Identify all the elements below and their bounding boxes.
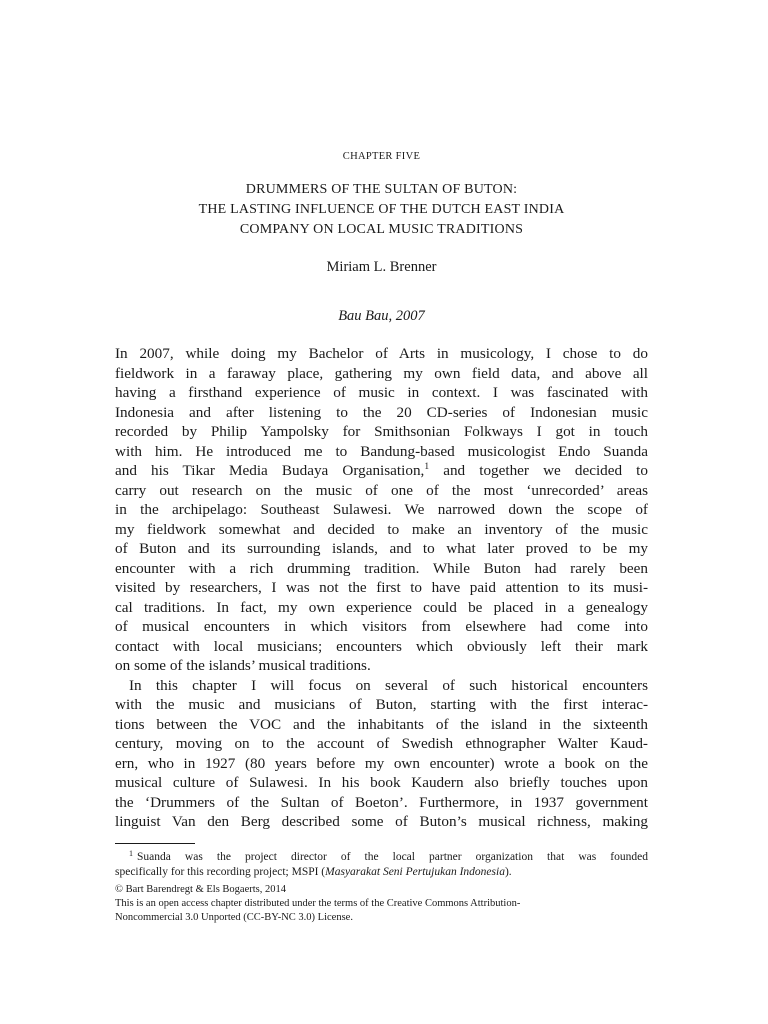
license-line: This is an open access chapter distributed under the terms of the Creative Commons Attribution- bbox=[115, 898, 521, 909]
chapter-title bbox=[115, 180, 648, 240]
body-line: the ‘Drummers of the Sultan of Boeton’. Furthermore, in 1937 government bbox=[115, 793, 648, 811]
body-line: ern, who in 1927 (80 years before my own encounter) wrote a book on the bbox=[115, 754, 648, 772]
footnote-text: ). bbox=[504, 866, 512, 878]
footnote-text: specifically for this recording project; MSPI ( bbox=[115, 866, 326, 878]
chapter-title-line: COMPANY ON LOCAL MUSIC TRADITIONS bbox=[239, 222, 524, 237]
body-line: on some of the islands’ musical traditions. bbox=[115, 657, 371, 674]
body-line: cal traditions. In fact, my own experience could be placed in a genealogy bbox=[115, 598, 648, 616]
body-line: in the archipelago: Southeast Sulawesi. We narrowed down the scope of bbox=[115, 501, 648, 518]
body-line: having a firsthand experience of music in context. I was fascinated with bbox=[115, 384, 648, 401]
footnote-marker: 1 bbox=[129, 849, 133, 858]
chapter-title-line: DRUMMERS OF THE SULTAN OF BUTON: bbox=[245, 182, 518, 197]
footnote-divider bbox=[115, 843, 195, 844]
body-line: recorded by Philip Yampolsky for Smithsonian Folkways I got in touch bbox=[115, 423, 648, 440]
body-line: of musical encounters in which visitors from elsewhere had come into bbox=[115, 618, 648, 635]
body-line: tions between the VOC and the inhabitants of the island in the sixteenth bbox=[115, 715, 648, 733]
body-line: linguist Van den Berg described some of Buton’s musical richness, making bbox=[115, 813, 648, 830]
body-line bbox=[115, 461, 648, 481]
body-line: encounter with a rich drumming tradition. While Buton had rarely been bbox=[115, 559, 648, 577]
place-date: Bau Bau, 2007 bbox=[338, 308, 425, 324]
page bbox=[115, 0, 648, 1024]
body-line: with the music and musicians of Buton, starting with the first interac- bbox=[115, 696, 648, 713]
body-line: contact with local musicians; encounters which obviously left their mark bbox=[115, 637, 648, 655]
body-line: century, moving on to the account of Swedish ethnographer Walter Kaud- bbox=[115, 735, 648, 752]
footnote bbox=[115, 850, 648, 880]
body-line: with him. He introduced me to Bandung-based musicologist Endo Suanda bbox=[115, 442, 648, 460]
copyright-line: © Bart Barendregt & Els Bogaerts, 2014 bbox=[115, 884, 286, 895]
body-line: fieldwork in a faraway place, gathering my own field data, and above all bbox=[115, 364, 648, 382]
body-line: of Buton and its surrounding islands, and to what later proved to be my bbox=[115, 540, 648, 557]
body-line: In this chapter I will focus on several of such historical encounters bbox=[129, 676, 648, 694]
body-line: In 2007, while doing my Bachelor of Arts in musicology, I chose to do bbox=[115, 345, 648, 362]
body-line: musical culture of Sulawesi. In his book Kaudern also briefly touches upon bbox=[115, 774, 648, 791]
footnote-line bbox=[115, 865, 648, 880]
license-line: Noncommercial 3.0 Unported (CC-BY-NC 3.0) License. bbox=[115, 912, 353, 923]
chapter-title-line: THE LASTING INFLUENCE OF THE DUTCH EAST INDIA bbox=[198, 202, 565, 217]
body-text-segment: and his Tikar Media Budaya Organisation, bbox=[115, 462, 425, 479]
footnote-text: Suanda was the project director of the local partner organization that was founded bbox=[137, 851, 648, 863]
body-text bbox=[115, 344, 648, 832]
body-line: visited by researchers, I was not the first to have paid attention to its musi- bbox=[115, 579, 648, 596]
author-name: Miriam L. Brenner bbox=[326, 259, 437, 275]
copyright-notice bbox=[115, 883, 648, 925]
body-text-segment: and together we decided to bbox=[429, 462, 648, 479]
footnote-italic-text: Masyarakat Seni Pertujukan Indonesia bbox=[325, 866, 505, 878]
footnote-line bbox=[115, 850, 648, 865]
body-line: my fieldwork somewhat and decided to make an inventory of the music bbox=[115, 520, 648, 538]
body-line: Indonesia and after listening to the 20 CD-series of Indonesian music bbox=[115, 403, 648, 421]
footnote-reference[interactable]: 1 bbox=[424, 462, 430, 472]
body-line: carry out research on the music of one of the most ‘unrecorded’ areas bbox=[115, 481, 648, 499]
chapter-label: CHAPTER FIVE bbox=[342, 151, 421, 162]
